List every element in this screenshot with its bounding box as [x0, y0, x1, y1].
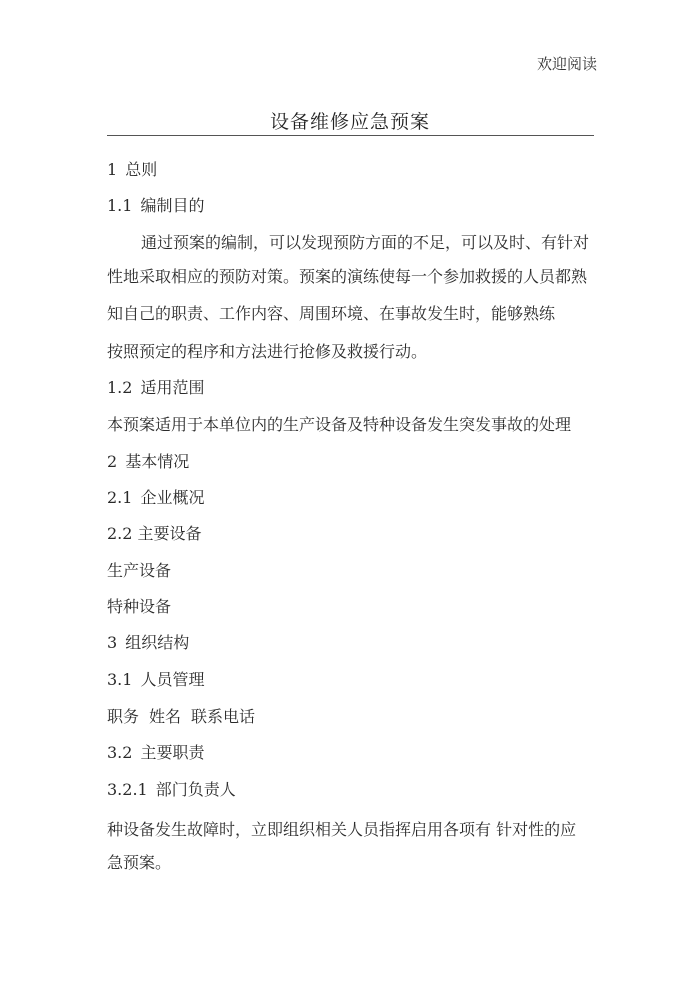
section-number: 3.1 [107, 670, 133, 689]
section-3-2-heading [107, 743, 204, 763]
paragraph-line: 种设备发生故障时，立即组织相关人员指挥启用各项有 针对性的应 [107, 820, 577, 839]
section-label: 组织结构 [125, 633, 190, 652]
paragraph-line: 通过预案的编制，可以发现预防方面的不足，可以及时、有针对 [141, 233, 590, 252]
section-label: 人员管理 [140, 670, 205, 689]
section-1-1-heading [107, 196, 204, 216]
section-label: 基本情况 [125, 452, 190, 471]
section-2-2-heading: 2.2 主要设备 [107, 524, 202, 543]
section-number: 3 [107, 633, 118, 652]
section-label: 企业概况 [140, 488, 205, 507]
staff-column-name: 姓名 [149, 707, 182, 726]
section-label: 适用范围 [140, 378, 205, 397]
equipment-special: 特种设备 [107, 597, 172, 616]
paragraph-line: 本预案适用于本单位内的生产设备及特种设备发生突发事故的处理 [107, 415, 572, 434]
section-number: 1 [107, 160, 118, 179]
section-3-2-1-heading [107, 780, 236, 800]
staff-column-phone: 联系电话 [191, 707, 256, 726]
section-number: 1.2 [107, 378, 133, 397]
document-title: 设备维修应急预案 [269, 111, 430, 133]
section-label: 主要职责 [140, 743, 205, 762]
title-divider [107, 135, 594, 136]
staff-column-position: 职务 [107, 707, 140, 726]
section-3-1-heading [107, 670, 204, 690]
paragraph-line: 性地采取相应的预防对策。预案的演练使每一个参加救援的人员都熟 [107, 267, 588, 286]
section-1-2-heading [107, 378, 204, 398]
section-label: 总则 [125, 160, 158, 179]
section-label: 部门负责人 [155, 780, 236, 799]
paragraph-line: 按照预定的程序和方法进行抢修及救援行动。 [107, 342, 428, 361]
section-1-heading [107, 160, 157, 180]
section-number: 1.1 [107, 196, 133, 215]
section-number: 3.2 [107, 743, 133, 762]
header-note: 欢迎阅读 [536, 55, 597, 73]
section-number: 2 [107, 452, 118, 471]
staff-columns [107, 707, 255, 727]
section-3-heading [107, 633, 189, 653]
section-2-heading [107, 452, 189, 472]
paragraph-line: 急预案。 [107, 853, 172, 872]
paragraph-line: 知自己的职责、工作内容、周围环境、在事故发生时，能够熟练 [107, 304, 556, 323]
section-label: 编制目的 [140, 196, 205, 215]
section-2-1-heading [107, 488, 204, 508]
section-number: 2.1 [107, 488, 133, 507]
section-number: 3.2.1 [107, 780, 148, 799]
equipment-production: 生产设备 [107, 561, 172, 580]
